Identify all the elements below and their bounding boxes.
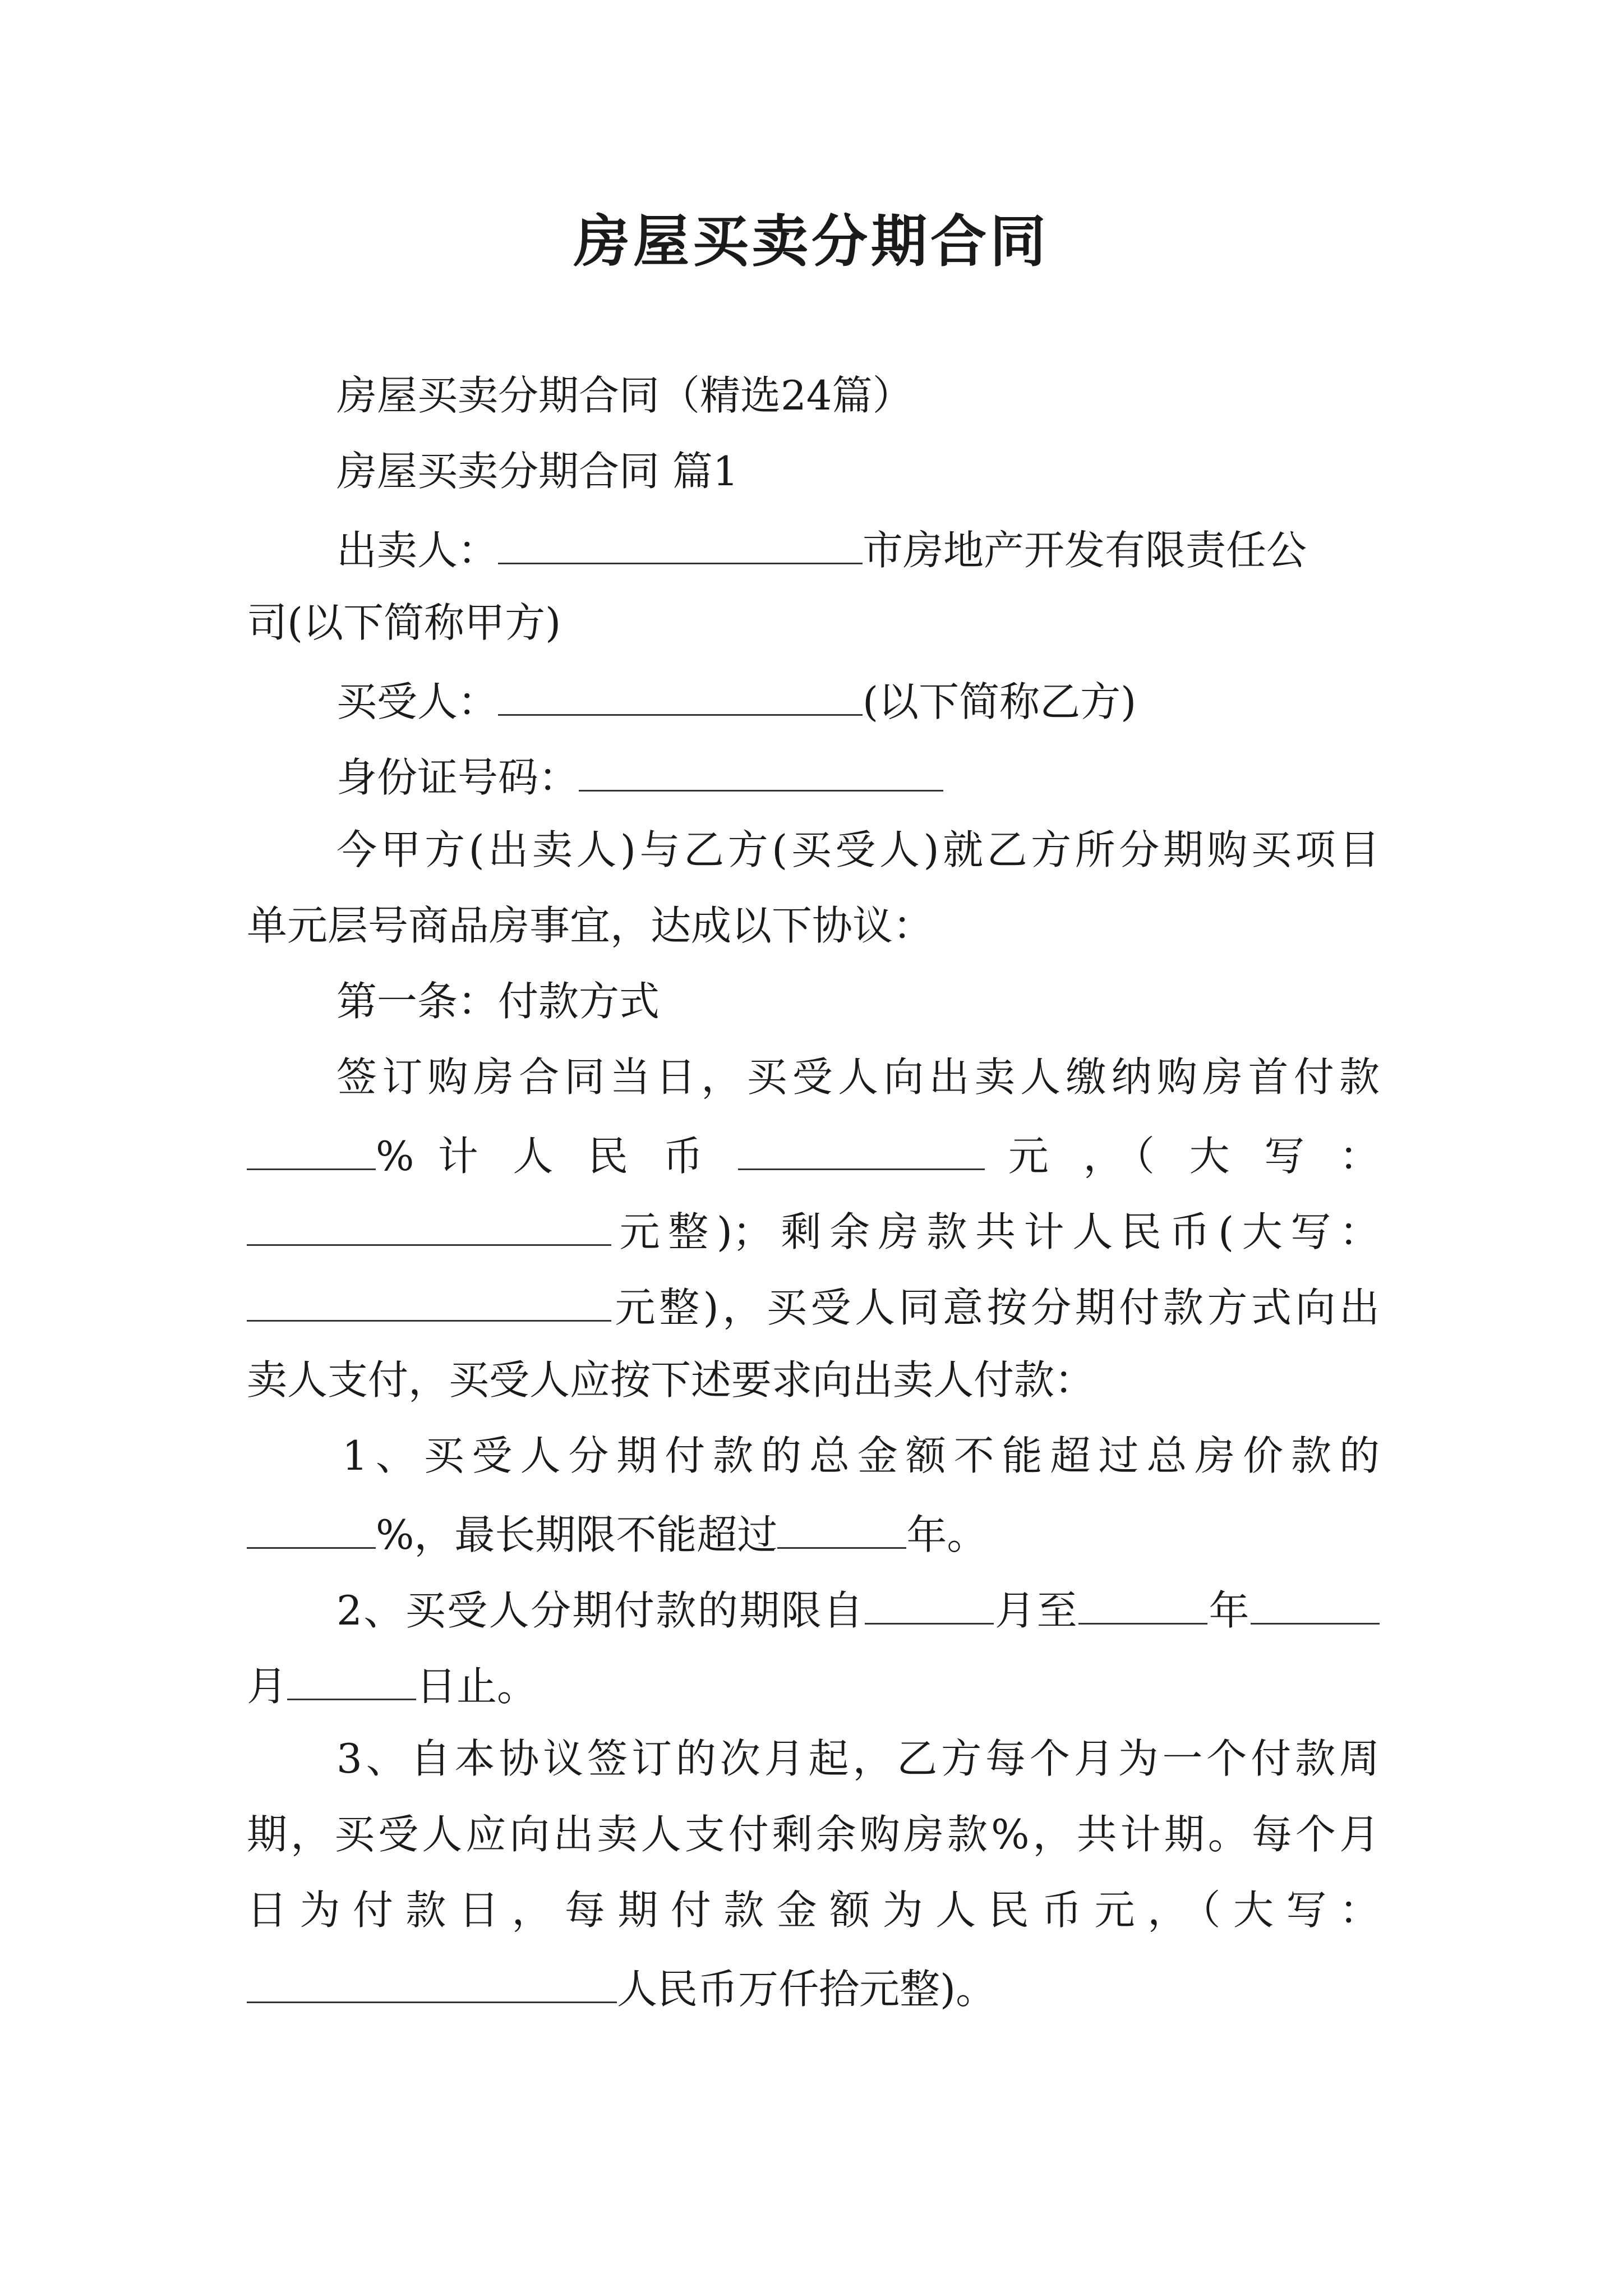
seller-line xyxy=(336,519,1380,578)
article1-heading: 第一条：付款方式 xyxy=(336,978,660,1025)
down-payment-uppercase-blank xyxy=(247,1200,611,1246)
remaining-text: 元整)；剩余房款共计人民币(大写： xyxy=(611,1208,1380,1255)
buyer-line xyxy=(336,670,1380,730)
item2-line2 xyxy=(247,1655,1380,1714)
article1-p1-line5: 卖人支付，买受人应按下述要求向出卖人付款： xyxy=(247,1356,1095,1404)
down-payment-amount-blank xyxy=(738,1125,985,1170)
item1-year-text: 年。 xyxy=(906,1511,988,1558)
item2-line1 xyxy=(336,1579,1380,1639)
intro-line-1: 今甲方(出卖人)与乙方(买受人)就乙方所分期购买项目 xyxy=(336,826,1380,873)
remaining-uppercase-blank xyxy=(247,1276,611,1322)
seller-label: 出卖人： xyxy=(336,527,499,574)
item1-percent-text: %，最长期限不能超过 xyxy=(376,1511,778,1558)
article1-p1-line3 xyxy=(247,1200,1380,1260)
id-number-line xyxy=(336,746,1380,806)
item2-month: 月 xyxy=(247,1663,288,1710)
document-title: 房屋买卖分期合同 xyxy=(574,208,1049,274)
item3-line4 xyxy=(247,1958,1380,2017)
section-heading: 房屋买卖分期合同 篇1 xyxy=(336,448,739,495)
seller-suffix: 市房地产开发有限责任公 xyxy=(863,527,1307,574)
item2-prefix: 2、买受人分期付款的期限自 xyxy=(336,1587,865,1634)
seller-name-blank xyxy=(498,519,863,564)
id-number-blank xyxy=(579,746,943,792)
item3-line3: 日为付款日，每期付款金额为人民币元，（大写： xyxy=(247,1887,1380,1934)
article1-p1-line2 xyxy=(247,1125,1380,1184)
seller-continuation: 司(以下简称甲方) xyxy=(247,599,561,646)
item2-end-year-blank xyxy=(1078,1579,1207,1625)
item2-year: 年 xyxy=(1207,1587,1251,1634)
buyer-label: 买受人： xyxy=(336,678,499,725)
item3-uppercase-blank xyxy=(247,1958,617,2003)
item3-line1: 3、自本协议签订的次月起，乙方每个月为一个付款周 xyxy=(336,1735,1380,1782)
item1-line2 xyxy=(247,1503,1380,1563)
id-number-label: 身份证号码： xyxy=(336,754,579,801)
item1-years-blank xyxy=(777,1503,906,1549)
item2-end-month-blank xyxy=(1251,1579,1380,1625)
buyer-name-blank xyxy=(498,670,863,716)
article1-p1-line4 xyxy=(247,1276,1380,1336)
down-payment-percent-text: % 计 人 民 币 xyxy=(376,1133,714,1180)
item2-day-end: 日止。 xyxy=(416,1663,538,1710)
item2-start-month-blank xyxy=(865,1579,994,1625)
item3-amount-text: 人民币万仟拾元整)。 xyxy=(617,1966,997,2013)
installment-agree-text: 元整)，买受人同意按分期付款方式向出 xyxy=(611,1284,1380,1331)
intro-line-2: 单元层号商品房事宜，达成以下协议： xyxy=(247,902,934,949)
down-payment-percent-blank xyxy=(247,1125,376,1170)
item2-month-to: 月至 xyxy=(993,1587,1079,1634)
item1-line1: 1、买受人分期付款的总金额不能超过总房价款的 xyxy=(342,1432,1380,1479)
item3-line2: 期，买受人应向出卖人支付剩余购房款%，共计期。每个月 xyxy=(247,1811,1380,1858)
document-subtitle: 房屋买卖分期合同（精选24篇） xyxy=(336,372,913,419)
item2-end-day-blank xyxy=(287,1655,416,1700)
down-payment-yuan-text: 元 ，（ 大 写 ： xyxy=(1008,1133,1380,1180)
article1-p1-line1: 签订购房合同当日，买受人向出卖人缴纳购房首付款 xyxy=(336,1053,1380,1101)
item1-percent-blank xyxy=(247,1503,376,1549)
buyer-suffix: (以下简称乙方) xyxy=(863,678,1137,725)
